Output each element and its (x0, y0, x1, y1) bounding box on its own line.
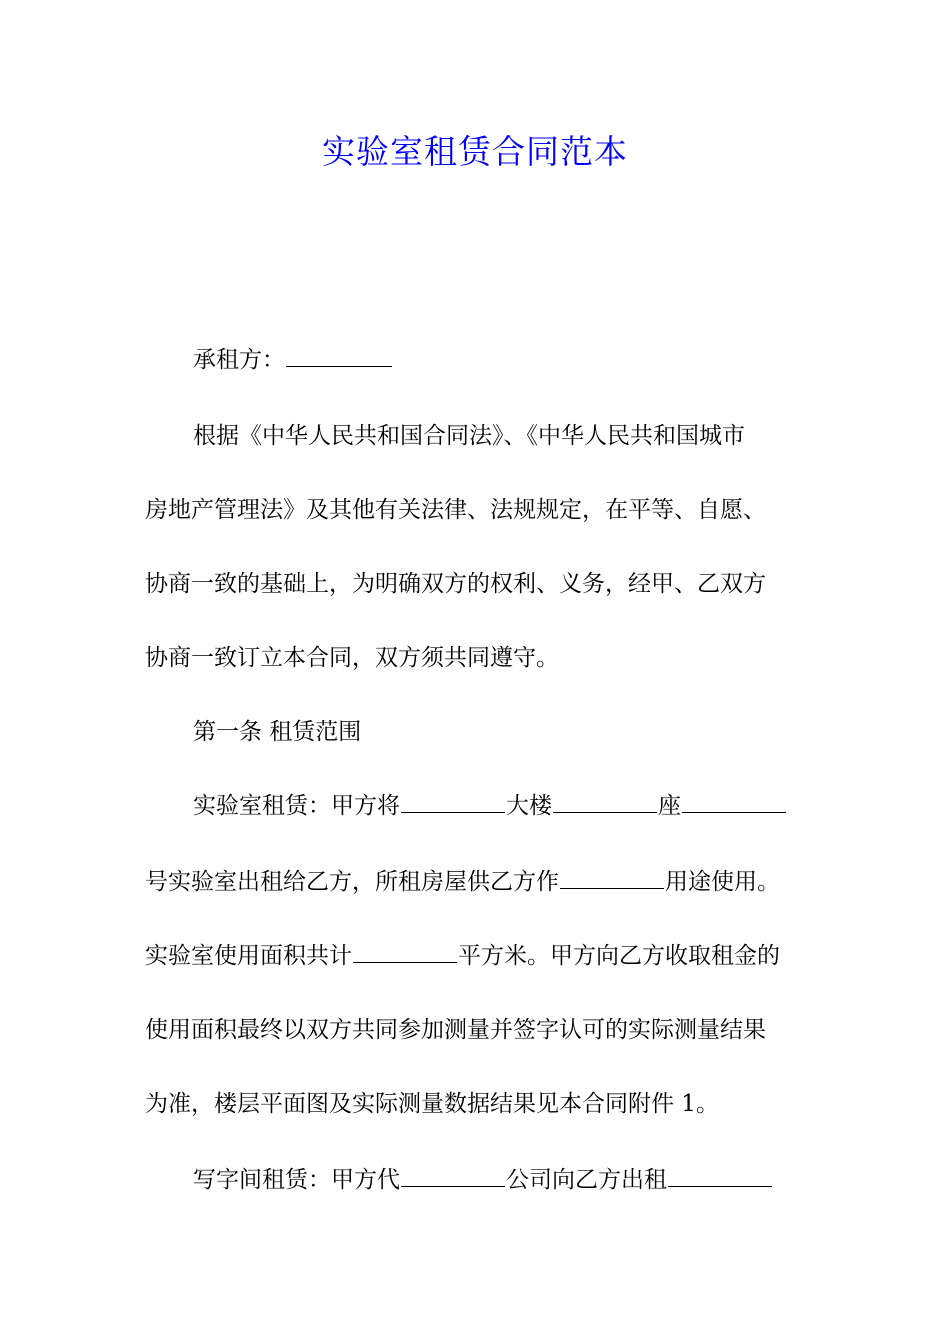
office-rental-text: 公司向乙方出租 (506, 1167, 667, 1193)
tenant-line (193, 340, 393, 380)
tenant-blank[interactable] (286, 342, 392, 367)
usage-blank[interactable] (560, 864, 664, 889)
tenant-label: 承租方： (193, 347, 285, 373)
building-text: 大楼 (506, 793, 552, 819)
lab-usage-text: 号实验室出租给乙方，所租房屋供乙方作 (145, 869, 559, 895)
lab-rental-label: 实验室租赁：甲方将 (193, 793, 400, 819)
paragraph-line: 使用面积最终以双方共同参加测量并签字认可的实际测量结果 (145, 1017, 766, 1043)
office-rental-label: 写字间租赁：甲方代 (193, 1167, 400, 1193)
lab-usage-line (145, 862, 780, 902)
company-blank[interactable] (401, 1162, 505, 1187)
office-blank[interactable] (668, 1162, 772, 1187)
lab-rental-line (193, 786, 787, 826)
paragraph-line: 协商一致订立本合同，双方须共同遵守。 (145, 645, 559, 671)
building-blank[interactable] (401, 788, 505, 813)
document-title: 实验室租赁合同范本 (322, 132, 628, 171)
paragraph-line: 根据《中华人民共和国合同法》、《中华人民共和国城市 (193, 423, 745, 449)
office-rental-line (193, 1160, 773, 1200)
paragraph-line: 协商一致的基础上，为明确双方的权利、义务，经甲、乙双方 (145, 571, 766, 597)
paragraph-line: 房地产管理法》及其他有关法律、法规规定，在平等、自愿、 (145, 497, 766, 523)
room-blank[interactable] (682, 788, 786, 813)
area-text: 实验室使用面积共计 (145, 943, 352, 969)
area-line (145, 936, 780, 976)
block-blank[interactable] (553, 788, 657, 813)
block-text: 座 (658, 793, 681, 819)
usage-suffix: 用途使用。 (665, 869, 780, 895)
area-suffix: 平方米。甲方向乙方收取租金的 (458, 943, 780, 969)
paragraph-line: 为准，楼层平面图及实际测量数据结果见本合同附件 1。 (145, 1091, 719, 1117)
area-blank[interactable] (353, 938, 457, 963)
article-heading: 第一条 租赁范围 (193, 719, 362, 745)
